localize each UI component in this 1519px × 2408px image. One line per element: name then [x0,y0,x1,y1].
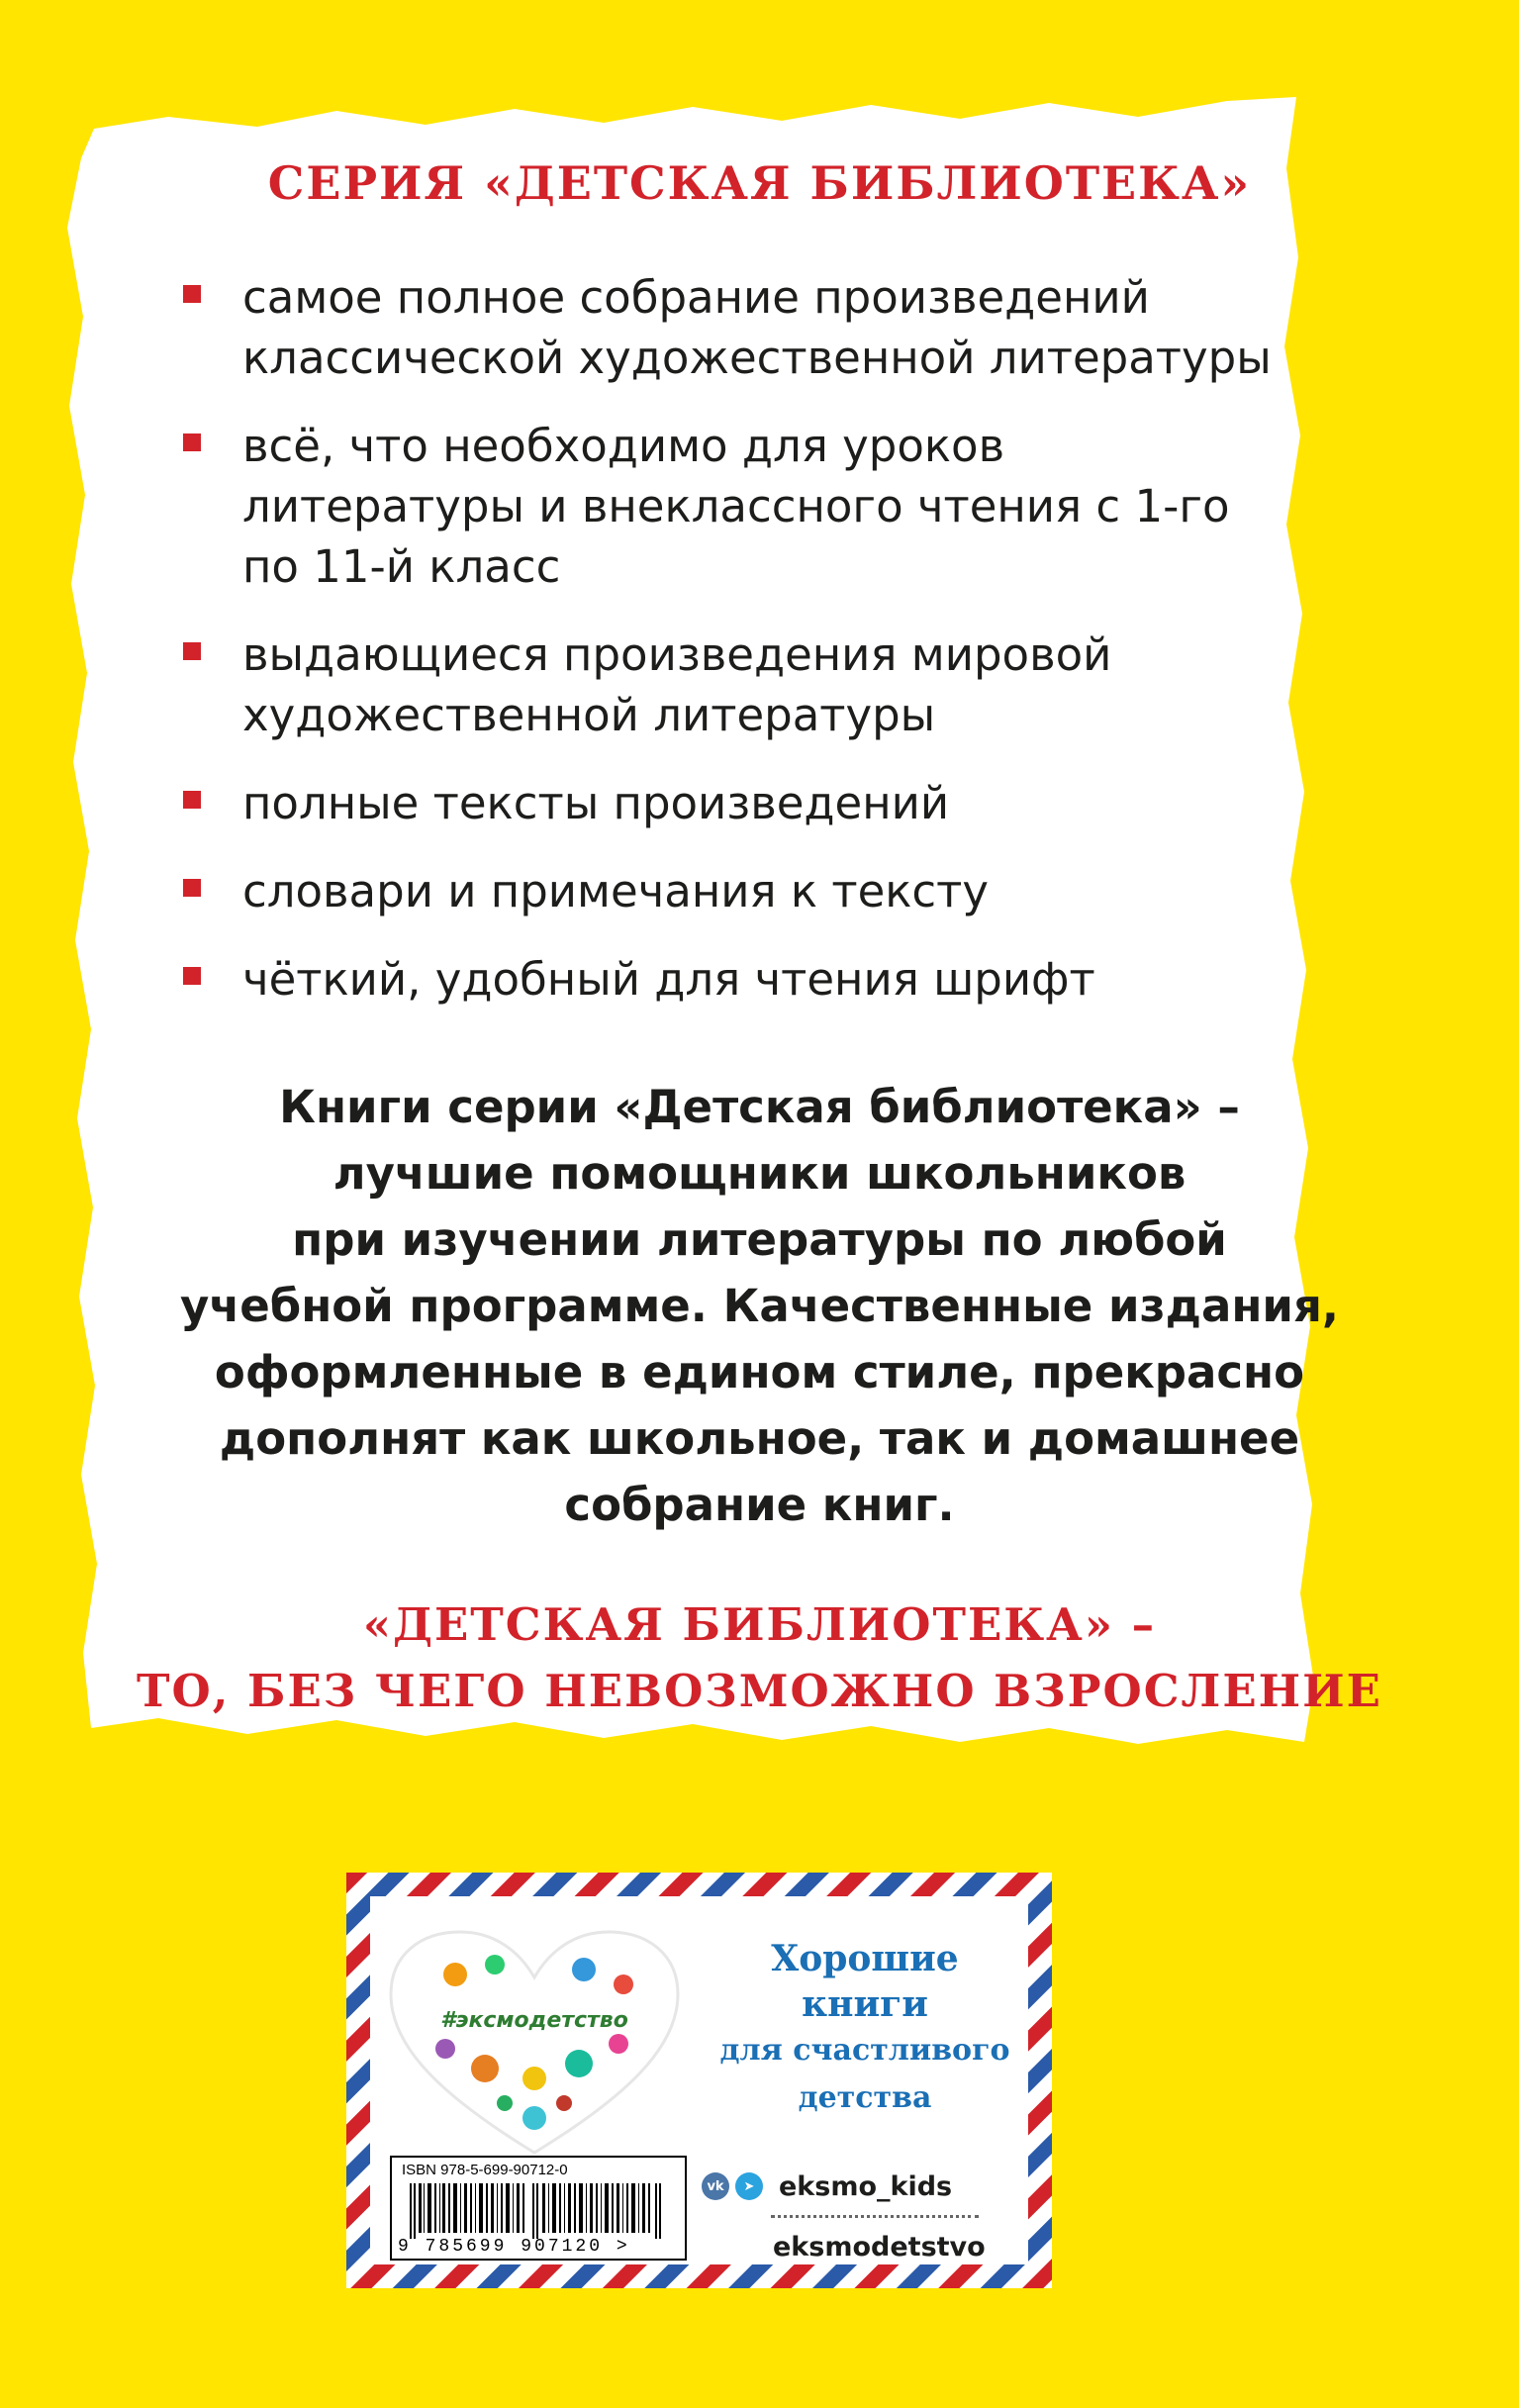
airmail-postcard [346,1873,1052,2288]
feature-list [183,267,1291,1037]
series-title: СЕРИЯ «ДЕТСКАЯ БИБЛИОТЕКА» [267,156,1252,210]
feature-item: чёткий, удобный для чтения шрифт [183,949,1291,1010]
isbn-barcode-box [390,2156,687,2261]
hashtag-text: #эксмодетство [440,2008,628,2033]
postcard-slogan [702,1936,1028,2122]
description-line: собрание книг. [564,1479,955,1531]
feature-item: полные тексты произведений [183,773,1291,833]
telegram-icon[interactable]: ➤ [735,2172,763,2200]
description-line: лучшие помощники школьников [332,1147,1187,1200]
description-line: Книги серии «Детская библиотека» – [279,1081,1240,1133]
barcode-number: 9 785699 907120 > [398,2237,630,2257]
site-row[interactable] [702,2224,1008,2269]
slogan-line: книги [802,1983,928,2025]
series-motto [0,1591,1519,1724]
description-line: оформленные в едином стиле, прекрасно [214,1346,1305,1398]
feature-item: всё, что необходимо для уроков литературы и внеклассного чтения с 1-го по 11-й класс [183,416,1291,597]
social-handle-row[interactable] [702,2164,1008,2209]
bullet-square-icon [183,642,201,660]
dotted-divider [771,2215,979,2218]
bullet-square-icon [183,967,201,985]
description-line: при изучении литературы по любой [292,1213,1227,1266]
social-handle[interactable]: eksmo_kids [779,2170,953,2202]
bullet-square-icon [183,285,201,303]
bullet-square-icon [183,879,201,897]
slogan-line: детства [798,2080,932,2115]
feature-item: самое полное собрание произведений классической художественной литературы [183,267,1291,388]
heart-illustration-icon [386,1930,683,2158]
feature-item: выдающиеся произведения мировой художественной литературы [183,625,1291,745]
isbn-text: ISBN 978-5-699-90712-0 [402,2162,568,2178]
barcode-icon [410,2183,669,2239]
bullet-square-icon [183,433,201,451]
motto-line: ТО, БЕЗ ЧЕГО НЕВОЗМОЖНО ВЗРОСЛЕНИЕ [137,1665,1382,1717]
motto-line: «ДЕТСКАЯ БИБЛИОТЕКА» – [362,1598,1157,1651]
postcard-body [370,1896,1028,2264]
slogan-line: Хорошие [771,1938,959,1979]
site-handle[interactable]: eksmodetstvo [773,2231,986,2263]
social-links [702,2164,1008,2269]
description-line: дополнят как школьное, так и домашнее [219,1412,1300,1465]
description-line: учебной программе. Качественные издания, [180,1280,1339,1332]
series-description [129,1074,1390,1538]
feature-item: словари и примечания к тексту [183,861,1291,921]
vk-icon[interactable]: vk [702,2172,729,2200]
bullet-square-icon [183,791,201,809]
slogan-line: для счастливого [719,2033,1010,2068]
